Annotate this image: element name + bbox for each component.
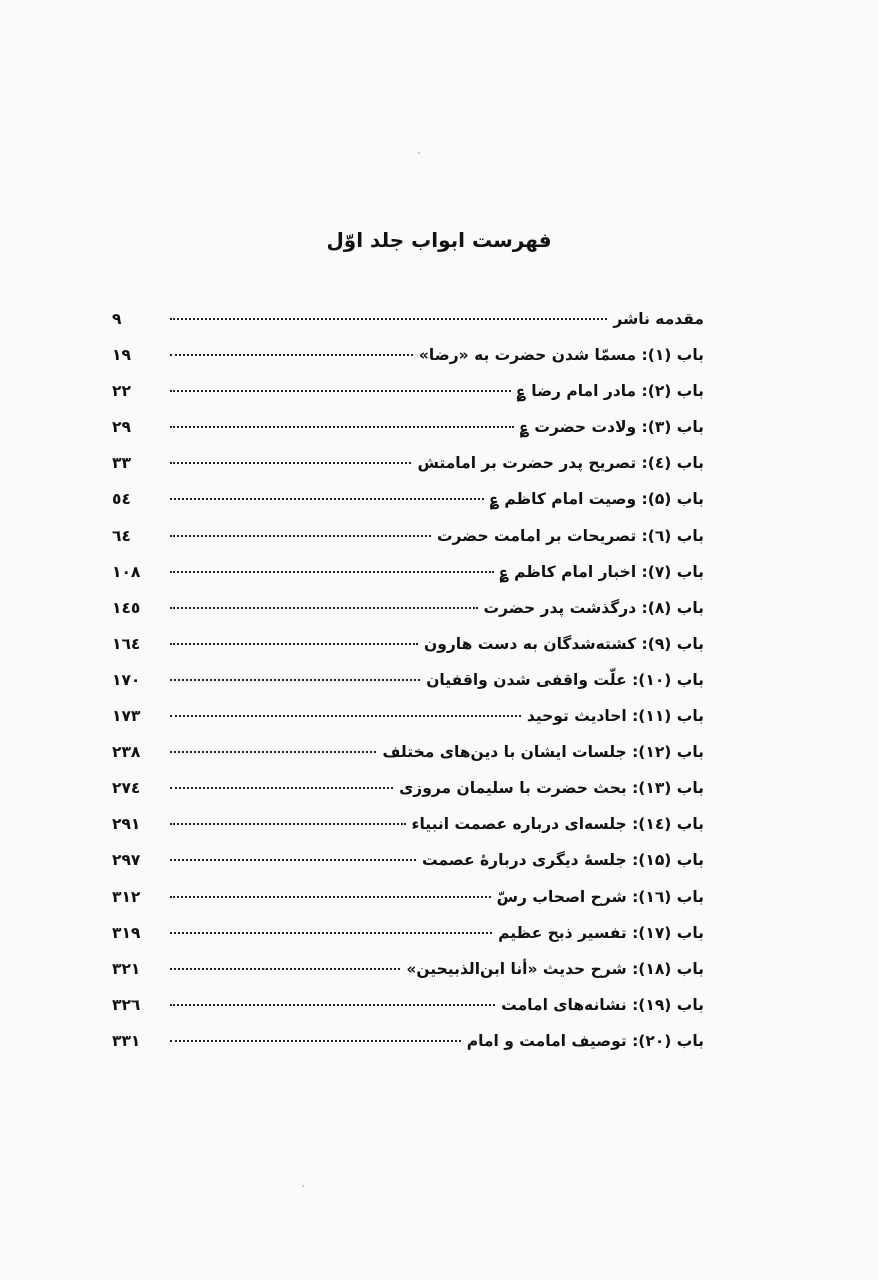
dot-leader [170,823,406,825]
toc-entry-label: باب (۱۳): بحث حضرت با سلیمان مروزی [399,779,704,798]
toc-entry-label: باب (۱۵): جلسهٔ دیگری دربارهٔ عصمت [421,851,704,870]
dot-leader [170,715,521,717]
toc-entry [112,635,704,671]
dot-leader [170,426,514,428]
toc-entry [112,671,704,707]
toc-entry-label: باب (۲۰): توصیف امامت و امام [466,1031,704,1050]
toc-entry [112,418,704,454]
toc-entry-label: باب (٤): تصریح پدر حضرت بر امامتش [417,454,704,473]
toc-entry-page: ۳۱۲ [112,887,141,906]
toc-entry [112,310,704,346]
toc-entry [112,779,704,815]
toc-entry [112,599,704,635]
toc-entry-label: باب (۱۹): نشانه‌های امامت [501,995,704,1014]
dot-leader [170,1004,495,1006]
dot-leader [170,859,416,861]
toc-list [112,310,704,1068]
toc-entry [112,1032,704,1068]
toc-entry-page: ۲۷٤ [112,779,141,798]
toc-entry [112,490,704,526]
toc-entry [112,960,704,996]
toc-entry-page: ٥٤ [112,490,131,509]
toc-entry-label: باب (۱۸): شرح حدیث «أنا ابن‌الذبیحین» [406,959,704,978]
toc-entry-label: باب (۵): وصیت امام کاظم ؏ [489,490,704,509]
toc-entry-label: مقدمه ناشر [613,310,704,328]
dot-leader [170,643,418,645]
toc-entry-label: باب (۸): درگذشت پدر حضرت [483,598,704,617]
toc-entry-label: باب (١٦): شرح اصحاب رسّ [496,887,704,906]
toc-entry-page: ۹ [112,310,122,328]
toc-entry-label: باب (۷): اخبار امام کاظم ؏ [499,562,704,581]
dot-leader [170,462,411,464]
toc-entry-label: باب (٦): تصریحات بر امامت حضرت [436,526,704,545]
toc-entry [112,563,704,599]
dot-leader [170,318,607,320]
dot-leader [170,896,491,898]
toc-entry [112,346,704,382]
toc-entry-label: باب (۱۲): جلسات ایشان با دین‌های مختلف [382,743,704,762]
dot-leader [170,354,413,356]
dot-leader [170,535,431,537]
toc-entry-page: ۳۳۱ [112,1031,141,1050]
paper-speck [302,1185,304,1187]
toc-entry [112,924,704,960]
toc-entry [112,382,704,418]
toc-entry [112,527,704,563]
dot-leader [170,607,478,609]
toc-entry-label: باب (۲): مادر امام رضا ؏ [516,382,704,401]
toc-entry-page: ۱۷۰ [112,670,141,689]
toc-entry [112,707,704,743]
toc-entry-page: ۱٦٤ [112,634,141,653]
toc-entry-page: ۲۲ [112,382,131,401]
dot-leader [170,968,400,970]
dot-leader [170,787,393,789]
dot-leader [170,390,511,392]
toc-entry-page: ۳۳ [112,454,131,473]
toc-entry-page: ۳۱۹ [112,923,141,942]
toc-entry-label: باب (۳): ولادت حضرت ؏ [519,418,704,437]
toc-entry-label: باب (١٤): جلسه‌ای درباره عصمت انبیاء [411,815,704,834]
toc-entry-page: ۳۲٦ [112,995,141,1014]
toc-entry-label: باب (۱۰): علّت واقفی شدن واقفیان [426,670,704,689]
dot-leader [170,571,494,573]
toc-entry [112,851,704,887]
toc-entry-page: ۱۰۸ [112,562,141,581]
toc-entry [112,996,704,1032]
toc-entry-page: ۲۹۱ [112,815,141,834]
toc-entry-page: ۲۳۸ [112,743,141,762]
toc-entry-label: باب (۱۷): تفسیر ذبح عظیم [498,923,704,942]
toc-entry-label: باب (۱): مسمّا شدن حضرت به «رضا» [418,346,704,365]
toc-entry [112,888,704,924]
toc-entry [112,454,704,490]
paper-speck [418,152,420,154]
toc-entry-page: ٦٤ [112,526,131,545]
dot-leader [170,932,492,934]
dot-leader [170,498,484,500]
toc-entry-page: ۲۹ [112,418,131,437]
dot-leader [170,751,376,753]
toc-entry [112,815,704,851]
dot-leader [170,679,420,681]
toc-entry [112,743,704,779]
dot-leader [170,1040,461,1042]
toc-entry-page: ۱٤٥ [112,598,141,617]
toc-entry-page: ۳۲۱ [112,959,141,978]
paper-speck [264,968,266,970]
toc-title: فهرست ابواب جلد اوّل [326,228,552,252]
toc-entry-page: ۱۹ [112,346,131,365]
toc-entry-page: ۱۷۳ [112,707,141,726]
toc-entry-label: باب (۹): کشته‌شدگان به دست هارون [424,634,704,653]
toc-entry-page: ۲۹۷ [112,851,141,870]
toc-entry-label: باب (۱۱): احادیث توحید [526,707,704,726]
